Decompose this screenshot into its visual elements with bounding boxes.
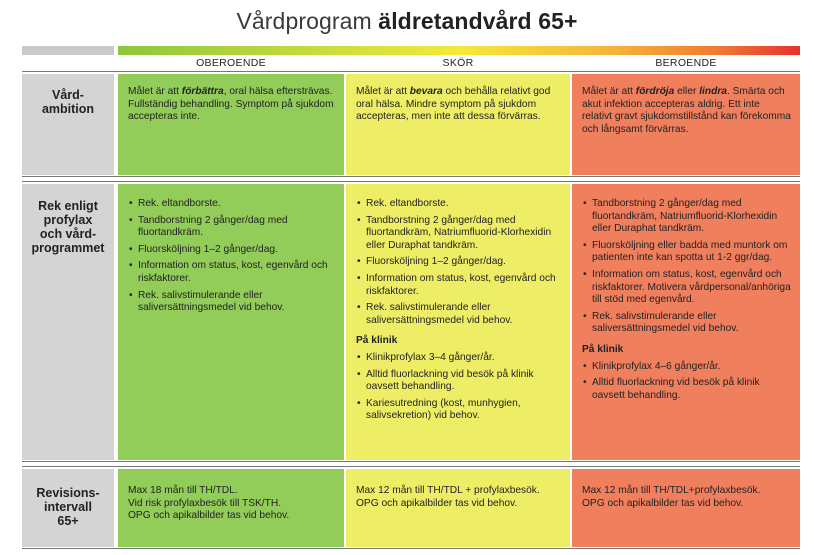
list-item: • Rek. salivstimulerande eller saliversättningsmedel vid behov. <box>366 302 562 327</box>
column-header-skor: SKÖR <box>442 57 474 69</box>
label-line: programmet <box>31 241 105 255</box>
row-divider <box>22 176 800 177</box>
column-header-beroende: BEROENDE <box>655 57 717 69</box>
row-divider <box>22 548 800 549</box>
list-item: • Fluorsköljning eller badda med muntork om patienten inte kan spotta ut 1-2 ggr/dag. <box>592 240 792 265</box>
list-item: • Information om status, kost, egenvård och riskfaktorer. Motivera vårdpersonal/anhöriga till stöd med egenvård. <box>592 269 792 307</box>
text-line: Max 18 mån till TH/TDL. <box>128 485 238 496</box>
text-line: Vid risk profylaxbesök till TSK/TH. <box>128 497 282 509</box>
bullet-list <box>356 198 562 327</box>
row-label-vardambition <box>22 74 114 175</box>
clinic-heading: På klinik <box>356 335 398 347</box>
list-item: • Klinikprofylax 4–6 gånger/år. <box>592 361 792 374</box>
list-item: • Tandborstning 2 gånger/dag med fluortandkräm, Natriumfluorid-Klorhexidin eller Duraphat tandkräm. <box>592 198 792 236</box>
row-divider <box>22 181 800 182</box>
list-item: • Kariesutredning (kost, munhygien, salivsekretion) vid behov. <box>366 398 562 423</box>
label-line: Revisions- <box>36 486 100 500</box>
row-label-profylax <box>22 184 114 460</box>
text-line: OPG och apikalbilder tas vid behov. <box>582 497 744 509</box>
title-prefix: Vårdprogram <box>236 8 379 34</box>
cell-profylax-skor <box>346 184 570 460</box>
text: och behålla relativt god oral hälsa. Mindre symptom på sjukdom accepteras, men inte att dessa förvärras. <box>356 86 551 123</box>
bullet-list <box>582 198 792 336</box>
list-item: • Tandborstning 2 gånger/dag med fluortandkräm, Natriumfluorid-Klorhexidin eller Duraphat tandkräm. <box>366 215 562 253</box>
clinic-heading: På klinik <box>582 343 624 355</box>
text-line: OPG och apikalbilder tas vid behov. <box>128 510 290 522</box>
clinic-list <box>356 352 562 423</box>
clinic-list <box>582 361 792 403</box>
column-header-oberoende: OBEROENDE <box>196 57 266 69</box>
list-item: • Fluorsköljning 1–2 gånger/dag. <box>138 244 336 257</box>
row-divider <box>22 71 800 72</box>
list-item: • Rek. eltandborste. <box>366 198 562 211</box>
row-divider <box>22 461 800 462</box>
text: , oral hälsa eftersträvas. Fullständig behandling. Symptom på sjukdom accepteras inte. <box>128 86 334 123</box>
cell-profylax-oberoende <box>118 184 344 460</box>
label-line: ambition <box>41 102 95 116</box>
label-line: Rek enligt <box>38 199 98 213</box>
text: . Smärta och akut infektion accepteras aldrig. Ett inte relativt gravt sjukdomstillstånd kan förekomma och långsamt förvärras. <box>582 86 791 135</box>
label-line: 65+ <box>57 514 79 528</box>
list-item: • Tandborstning 2 gånger/dag med fluortandkräm. <box>138 215 336 240</box>
text-line: OPG och apikalbilder tas vid behov. <box>356 497 518 509</box>
severity-gradient-bar <box>118 46 800 55</box>
list-item: • Information om status, kost, egenvård och riskfaktorer. <box>138 260 336 285</box>
cell-ambition-oberoende <box>118 74 344 175</box>
list-item: • Information om status, kost, egenvård och riskfaktorer. <box>366 273 562 298</box>
text-line: Max 12 mån till TH/TDL + profylaxbesök. <box>356 485 540 496</box>
list-item: • Rek. eltandborste. <box>138 198 336 211</box>
list-item: • Fluorsköljning 1–2 gånger/dag. <box>366 256 562 269</box>
list-item: • Klinikprofylax 3–4 gånger/år. <box>366 352 562 365</box>
page-title <box>0 8 814 35</box>
text: Målet är att <box>582 86 636 97</box>
emphasis: lindra <box>699 86 727 97</box>
emphasis: förbättra <box>181 86 224 97</box>
text-line: Max 12 mån till TH/TDL+profylaxbesök. <box>582 485 761 496</box>
label-line: och vård- <box>39 227 97 241</box>
list-item: • Rek. salivstimulerande eller saliversättningsmedel vid behov. <box>592 311 792 336</box>
text: Målet är att <box>128 86 182 97</box>
text: Målet är att <box>356 86 410 97</box>
cell-revision-skor <box>346 469 570 547</box>
title-bold: äldretandvård 65+ <box>378 8 578 34</box>
emphasis: bevara <box>409 86 443 97</box>
emphasis: fördröja <box>635 86 675 97</box>
list-item: • Alltid fluorlackning vid besök på klinik oavsett behandling. <box>592 377 792 402</box>
list-item: • Alltid fluorlackning vid besök på klinik oavsett behandling. <box>366 369 562 394</box>
cell-revision-oberoende <box>118 469 344 547</box>
label-line: profylax <box>43 213 93 227</box>
label-column-stub <box>22 46 114 55</box>
label-line: Vård- <box>52 88 84 102</box>
row-label-revisionsintervall <box>22 469 114 547</box>
list-item: • Rek. salivstimulerande eller saliversättningsmedel vid behov. <box>138 290 336 315</box>
cell-revision-beroende <box>572 469 800 547</box>
cell-ambition-beroende <box>572 74 800 175</box>
text: eller <box>674 86 700 97</box>
cell-ambition-skor <box>346 74 570 175</box>
label-line: intervall <box>44 500 92 514</box>
cell-profylax-beroende <box>572 184 800 460</box>
bullet-list <box>128 198 336 315</box>
row-divider <box>22 466 800 467</box>
